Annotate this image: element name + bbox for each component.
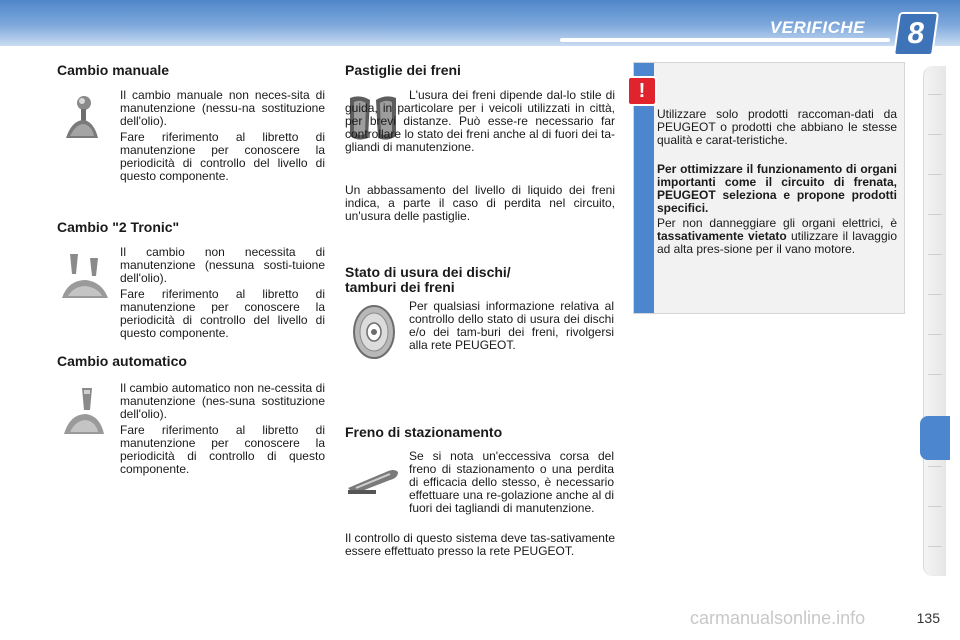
automatic-gearbox-text-2: Fare riferimento al libretto di manutenzione per conoscere la periodicità di controllo di questo componente. (120, 423, 325, 476)
page-title: VERIFICHE (769, 18, 865, 37)
note-text-3-pre: Per non danneggiare gli organi elettrici, è (657, 216, 897, 230)
note-text-3-bold: tassativamente vietato (657, 229, 787, 243)
rail-tick (928, 546, 942, 547)
heading-disc-wear-line2: tamburi dei freni (345, 279, 455, 295)
heading-brake-pads: Pastiglie dei freni (345, 62, 461, 78)
rail-tick (928, 94, 942, 95)
rail-tick (928, 294, 942, 295)
page-number: 135 (916, 610, 940, 626)
chapter-rail (923, 66, 946, 576)
heading-2-tronic-gearbox: Cambio "2 Tronic" (57, 219, 180, 235)
rail-tick (928, 506, 942, 507)
rail-tick (928, 334, 942, 335)
rail-tick (928, 374, 942, 375)
manual-gearbox-text-2: Fare riferimento al libretto di manutenzione per conoscere la periodicità di controllo del livello di questo componente. (120, 130, 325, 183)
rail-tick (928, 214, 942, 215)
disc-wear-text: Per qualsiasi informazione relativa al controllo dello stato di usura dei dischi e/o dei tam-buri dei freni, rivolgersi alla rete PEUGEOT. (409, 299, 614, 352)
heading-manual-gearbox: Cambio manuale (57, 62, 170, 78)
parking-brake-text-1: Se si nota un'eccessiva corsa del freno di stazionamento o una perdita di efficacia dello stesso, è necessario effettuare una re-golazione anche al di fuori dei tagliandi di manutenzione. (409, 449, 614, 515)
automatic-gearbox-text-1: Il cambio automatico non ne-cessita di manutenzione (nes-suna sostituzione dell'olio). (120, 381, 325, 421)
brake-pads-text-2: Un abbassamento del livello di liquido dei freni indica, a parte il caso di perdita nel circuito, un'usura delle pastiglie. (345, 183, 615, 223)
manual-gearbox-icon (62, 94, 102, 146)
brake-pads-text-1: L'usura dei freni dipende dal-lo stile di guida, in particolare per i veicoli utilizzati in città, per brevi distanze. Può esse-re necessario far controllare lo stato dei freni anche al di fuori dei ta-gliandi di manutenzione. (345, 88, 615, 154)
note-text-2: Per ottimizzare il funzionamento di organi importanti come il circuito di frenata, PEUGEOT seleziona e propone prodotti specifici. (657, 162, 897, 215)
rail-tick (928, 174, 942, 175)
tronic-gearbox-icon (60, 250, 110, 302)
note-text-3-post: utilizzare il lavaggio ad alta pres-sione per il vano motore. (657, 229, 897, 256)
heading-disc-wear: Stato di usura dei dischi/ (345, 264, 511, 280)
note-text-1: Utilizzare solo prodotti raccoman-dati da PEUGEOT o prodotti che abbiano le stesse qualità e carat-teristiche. (657, 107, 897, 147)
warning-icon: ! (627, 76, 657, 106)
heading-automatic-gearbox: Cambio automatico (57, 353, 187, 369)
header-swoosh (560, 38, 890, 42)
rail-tick (928, 134, 942, 135)
brake-disc-icon (350, 304, 398, 360)
tronic-gearbox-text-2: Fare riferimento al libretto di manutenzione per conoscere la periodicità di controllo del livello di questo componente. (120, 287, 325, 340)
chapter-number: 8 (893, 12, 939, 56)
automatic-gearbox-icon (62, 386, 106, 438)
rail-tick (928, 254, 942, 255)
parking-brake-lever-icon (346, 460, 400, 496)
parking-brake-text-2: Il controllo di questo sistema deve tas-sativamente essere effettuato presso la rete PEUGEOT. (345, 531, 615, 558)
tronic-gearbox-text-1: Il cambio non necessita di manutenzione (nessuna sosti-tuione dell'olio). (120, 245, 325, 285)
chapter-tab-active[interactable] (920, 416, 950, 460)
heading-parking-brake: Freno di stazionamento (345, 424, 503, 440)
manual-gearbox-text-1: Il cambio manuale non neces-sita di manutenzione (nessu-na sostituzione dell'olio). (120, 88, 325, 128)
watermark: carmanualsonline.info (690, 608, 866, 628)
note-text-3 (657, 217, 897, 256)
rail-tick (928, 466, 942, 467)
